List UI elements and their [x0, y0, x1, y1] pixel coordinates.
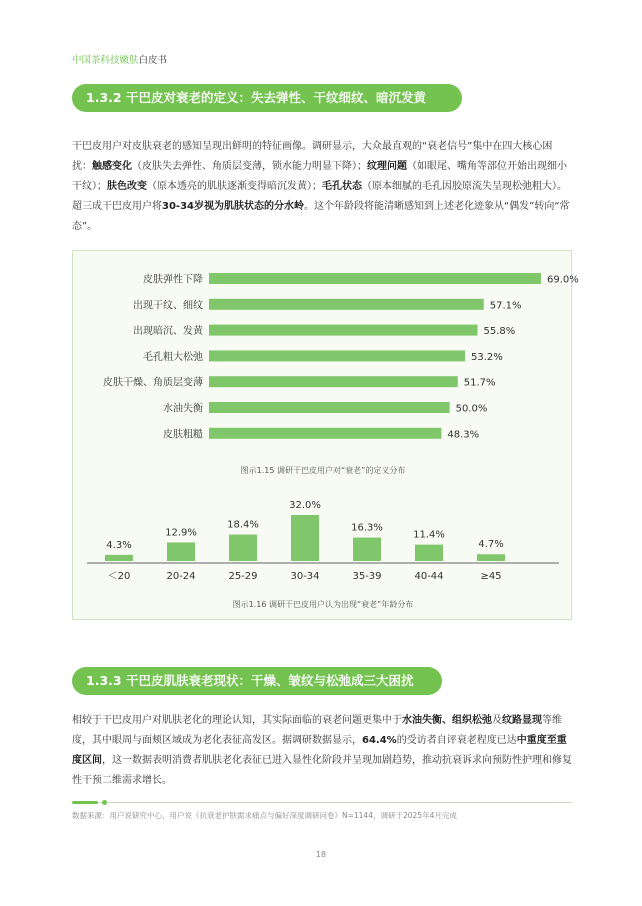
- v-value-label: 16.3%: [351, 522, 383, 534]
- highlighted-text: 水油失衡、组织松弛: [402, 715, 492, 726]
- h-category-label: 皮肤干燥、角质层变薄: [103, 377, 203, 389]
- v-bar: [105, 555, 133, 561]
- v-value-label: 4.3%: [106, 539, 132, 551]
- paragraph-text: 。这个年龄段将能清晰感知到上述老化迹象从“偶发”转向“常态”。: [72, 201, 570, 232]
- header-suffix: 白皮书: [138, 55, 168, 66]
- section-2-paragraph: [72, 711, 572, 791]
- v-bar: [229, 535, 257, 561]
- highlighted-text: 毛孔状态: [322, 181, 362, 192]
- highlighted-text: 中重度至重度区间: [72, 735, 567, 766]
- h-category-label: 皮肤弹性下降: [143, 274, 203, 286]
- v-value-label: 11.4%: [413, 529, 445, 541]
- chart-1-caption: 图示1.15 调研干巴皮用户对“衰老”的定义分布: [240, 466, 406, 475]
- v-category-label: ≥45: [480, 571, 502, 582]
- v-value-label: 32.0%: [289, 500, 321, 511]
- h-bar: [209, 350, 465, 361]
- h-bar: [209, 273, 541, 284]
- chart-panel: [72, 250, 579, 620]
- paragraph-text: 干巴皮用户对皮肤衰老的感知呈现出鲜明的特征画像。调研显示，大众最直观的“衰老信号”集中在四大核心困扰：: [72, 141, 553, 172]
- h-value-label: 53.2%: [470, 351, 503, 363]
- v-category-label: 25-29: [228, 571, 258, 582]
- h-category-label: 水油失衡: [163, 403, 203, 415]
- footer-divider: [72, 802, 572, 803]
- paragraph-text: 相较于干巴皮用户对肌肤老化的理论认知，其实际面临的衰老问题更集中于: [72, 715, 402, 726]
- paragraph-text: ，这一数据表明消费者肌肤老化表征已进入显性化阶段并呈现加剧趋势，推动抗衰诉求向预防性护理和修复性干预二维需求增长。: [72, 755, 572, 786]
- h-bar: [209, 376, 458, 387]
- v-category-label: 40-44: [414, 571, 444, 582]
- h-category-label: 毛孔粗大松弛: [143, 351, 203, 363]
- paragraph-text: （如眼尾、嘴角等部位开始出现细小干纹）；: [72, 161, 567, 192]
- charts-svg: [73, 251, 579, 621]
- h-value-label: 51.7%: [463, 377, 496, 389]
- h-bar: [209, 428, 441, 439]
- section-title-1-3-3: 1.3.3 干巴皮肌肤衰老现状：干燥、皱纹与松弛成三大困扰: [72, 667, 442, 695]
- h-bar: [209, 402, 450, 413]
- highlighted-text: 30-34岁视为肌肤状态的分水岭: [162, 201, 304, 212]
- footer-divider-dot: [102, 800, 107, 805]
- paragraph-text: （原本细腻的毛孔因胶原流失呈现松弛粗大）。超三成干巴皮用户将: [72, 181, 567, 212]
- section-1-paragraph: [72, 137, 572, 237]
- header-brand: 中国茶科技嫩肤: [72, 55, 139, 66]
- paragraph-text: （皮肤失去弹性、角质层变薄，锁水能力明显下降）；: [132, 161, 367, 172]
- chart-2-caption: 图示1.16 调研干巴皮用户认为出现“衰老”年龄分布: [232, 600, 414, 609]
- highlighted-text: 纹理问题: [367, 161, 407, 172]
- v-value-label: 12.9%: [165, 527, 197, 539]
- v-bar: [477, 554, 505, 561]
- h-value-label: 50.0%: [455, 403, 488, 415]
- highlighted-text: 纹路显现: [502, 715, 542, 726]
- v-category-label: 35-39: [352, 571, 382, 582]
- h-bar: [209, 325, 477, 336]
- h-value-label: 48.3%: [447, 429, 480, 441]
- section-title-1-3-2: 1.3.2 干巴皮对衰老的定义：失去弹性、干纹细纹、暗沉发黄: [72, 84, 462, 112]
- h-bar: [209, 299, 484, 310]
- page-number: 18: [315, 850, 327, 859]
- v-bar: [415, 545, 443, 561]
- highlighted-text: 肤色改变: [107, 181, 147, 192]
- v-bar: [291, 515, 319, 561]
- footer-divider-accent: [72, 801, 98, 804]
- paragraph-text: 等维度，其中眼周与面颊区域成为老化表征高发区。据调研数据显示，: [72, 715, 562, 746]
- v-value-label: 4.7%: [478, 539, 504, 551]
- v-category-label: ＜20: [107, 571, 131, 582]
- v-bar: [353, 538, 381, 561]
- h-category-label: 出现暗沉、发黄: [133, 326, 203, 338]
- h-value-label: 57.1%: [489, 300, 522, 312]
- h-category-label: 皮肤粗糙: [163, 429, 203, 441]
- h-value-label: 55.8%: [483, 326, 516, 338]
- v-category-label: 30-34: [290, 571, 320, 582]
- highlighted-text: 64.4%: [362, 735, 397, 746]
- paragraph-text: 的受访者自评衰老程度已达: [396, 735, 517, 746]
- data-source-note: 数据来源：用户说研究中心，用户说《抗衰老护肤需求痛点与偏好深度调研问卷》N=1144，调研于2025年4月完成: [72, 811, 457, 820]
- document-header: [72, 52, 167, 66]
- v-value-label: 18.4%: [227, 519, 259, 531]
- h-category-label: 出现干纹、细纹: [133, 300, 203, 312]
- highlighted-text: 触感变化: [92, 161, 132, 172]
- paragraph-text: （原本透亮的肌肤逐渐变得暗沉发黄）；: [147, 181, 322, 192]
- h-value-label: 69.0%: [547, 274, 579, 286]
- v-category-label: 20-24: [166, 571, 196, 582]
- v-bar: [167, 542, 195, 561]
- paragraph-text: 及: [492, 715, 502, 726]
